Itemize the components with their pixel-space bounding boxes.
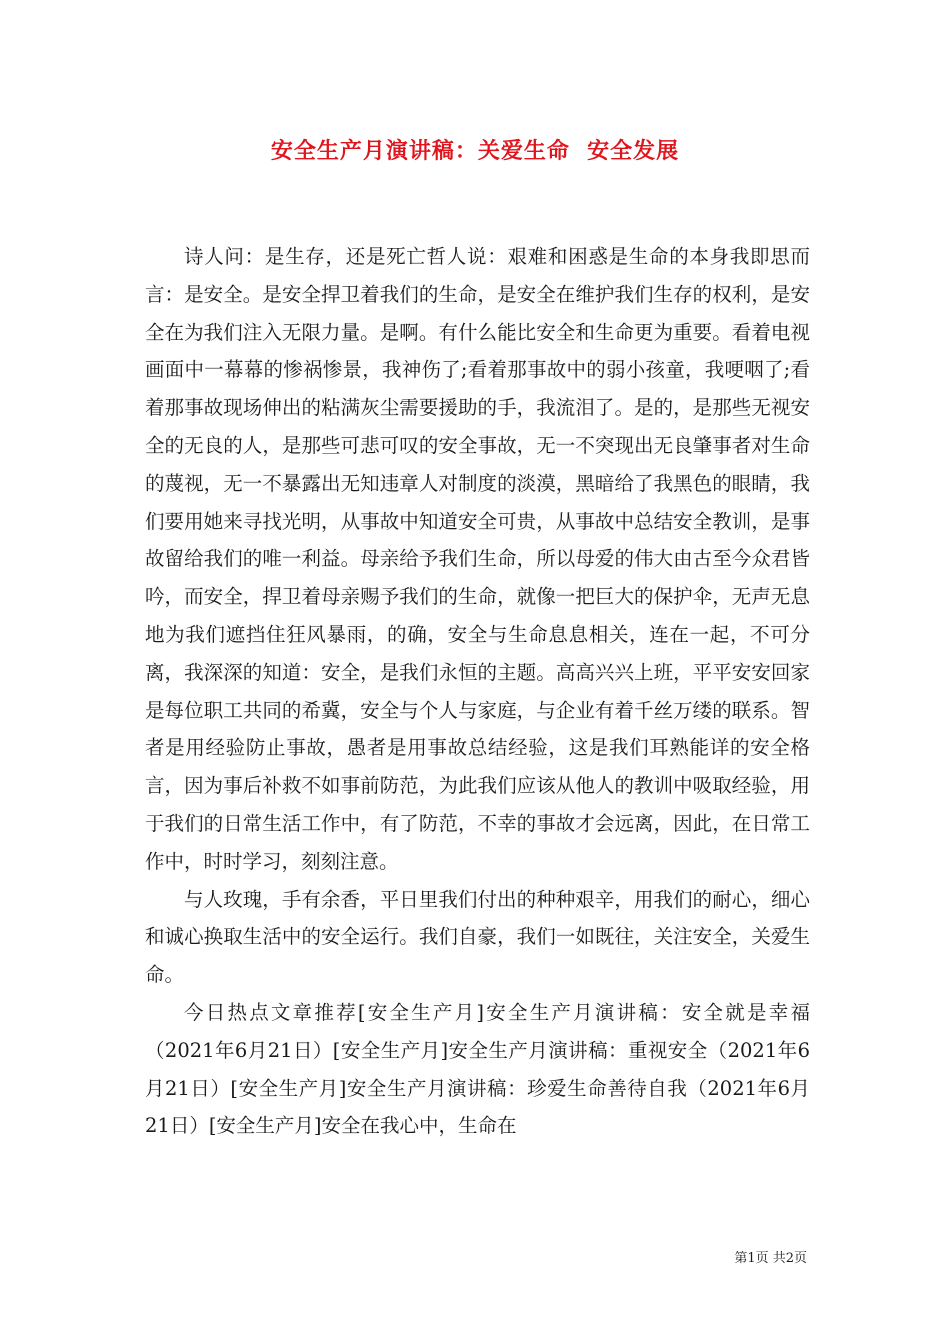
paragraph-1: 诗人问：是生存，还是死亡哲人说：艰难和困惑是生命的本身我即思而言：是安全。是安全捍卫着我们的生命，是安全在维护我们生存的权利，是安全在为我们注入无限力量。是啊。有什么能比安全和生命更为重要。看着电视画面中一幕幕的惨祸惨景，我神伤了;看着那事故中的弱小孩童，我哽咽了;看着那事故现场伸出的粘满灰尘需要援助的手，我流泪了。是的，是那些无视安全的无良的人，是那些可悲可叹的安全事故，无一不突现出无良肇事者对生命的蔑视，无一不暴露出无知违章人对制度的淡漠，黑暗给了我黑色的眼睛，我们要用她来寻找光明，从事故中知道安全可贵，从事故中总结安全教训，是事故留给我们的唯一利益。母亲给予我们生命，所以母爱的伟大由古至今众君皆吟，而安全，捍卫着母亲赐予我们的生命，就像一把巨大的保护伞，无声无息地为我们遮挡住狂风暴雨，的确，安全与生命息息相关，连在一起，不可分离，我深深的知道：安全，是我们永恒的主题。高高兴兴上班，平平安安回家是每位职工共同的希冀，安全与个人与家庭，与企业有着千丝万缕的联系。智者是用经验防止事故，愚者是用事故总结经验，这是我们耳熟能详的安全格言，因为事后补救不如事前防范，为此我们应该从他人的教训中吸取经验，用于我们的日常生活工作中，有了防范，不幸的事故才会远离，因此，在日常工作中，时时学习，刻刻注意。 — [145, 245, 810, 873]
document-title: 安全生产月演讲稿：关爱生命 安全发展 — [270, 138, 680, 164]
document-body — [145, 238, 810, 1145]
page-number: 第1页 共2页 — [734, 1251, 807, 1266]
paragraph-3: 今日热点文章推荐[安全生产月]安全生产月演讲稿：安全就是幸福（2021年6月21日）[安全生产月]安全生产月演讲稿：重视安全（2021年6月21日）[安全生产月]安全生产月演讲稿：珍爱生命善待自我（2021年6月21日）[安全生产月]安全在我心中，生命在 — [145, 1000, 810, 1138]
paragraph-2: 与人玫瑰，手有余香，平日里我们付出的种种艰辛，用我们的耐心，细心和诚心换取生活中的安全运行。我们自豪，我们一如既往，关注安全，关爱生命。 — [145, 887, 810, 987]
